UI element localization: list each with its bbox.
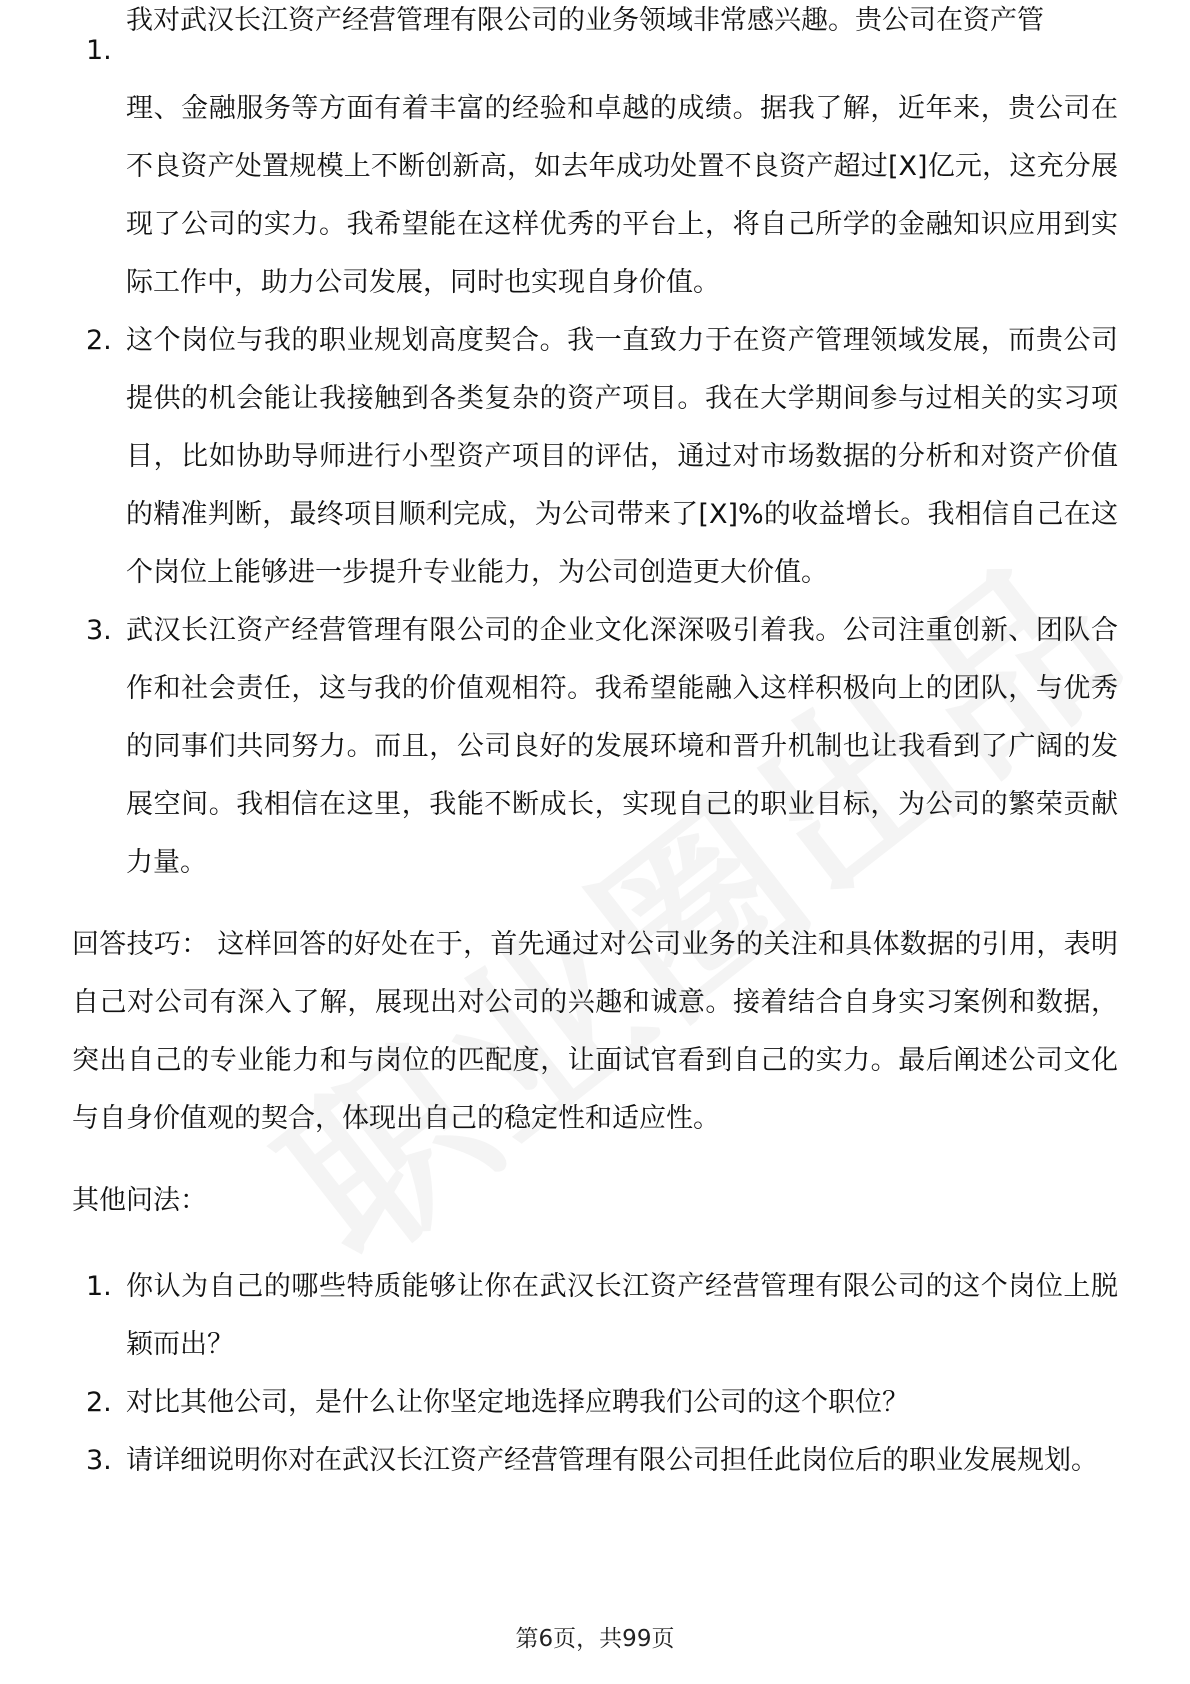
list-item-text: 对比其他公司，是什么让你坚定地选择应聘我们公司的这个职位？ [126, 1387, 909, 1418]
list-item-text: 你认为自己的哪些特质能够让你在武汉长江资产经营管理有限公司的这个岗位上脱颖而出？ [126, 1271, 1118, 1360]
list-number: 2. [86, 325, 112, 356]
list-item [72, 5, 1118, 312]
list-number: 1. [86, 35, 112, 66]
clipped-line [126, 5, 1118, 108]
other-questions-list [72, 1258, 1118, 1490]
list-item [72, 1432, 1118, 1490]
list-item [72, 312, 1118, 602]
clipped-line-text: 我对武汉长江资产经营管理有限公司的业务领域非常感兴趣。贵公司在资产管 [126, 5, 1044, 36]
page-footer: 第6页，共99页 [515, 1626, 675, 1652]
list-number: 1. [86, 1271, 112, 1302]
answer-list [72, 5, 1118, 892]
other-questions-title: 其他问法： [72, 1185, 207, 1216]
answer-tips: 回答技巧： 这样回答的好处在于，首先通过对公司业务的关注和具体数据的引用，表明自己对公司有深入了解，展现出对公司的兴趣和诚意。接着结合自身实习案例和数据，突出自己的专业能力和与岗位的匹配度，让面试官看到自己的实力。最后阐述公司文化与自身价值观的契合，体现出自己的稳定性和适应性。 [72, 929, 1118, 1134]
list-number: 3. [86, 615, 112, 646]
list-item-text: 这个岗位与我的职业规划高度契合。我一直致力于在资产管理领域发展，而贵公司提供的机会能让我接触到各类复杂的资产项目。我在大学期间参与过相关的实习项目，比如协助导师进行小型资产项目的评估，通过对市场数据的分析和对资产价值的精准判断，最终项目顺利完成，为公司带来了[X]%的收益增长。我相信自己在这个岗位上能够进一步提升专业能力，为公司创造更大价值。 [126, 325, 1118, 588]
list-number: 2. [86, 1387, 112, 1418]
list-item-text: 武汉长江资产经营管理有限公司的企业文化深深吸引着我。公司注重创新、团队合作和社会责任，这与我的价值观相符。我希望能融入这样积极向上的团队，与优秀的同事们共同努力。而且，公司良好的发展环境和晋升机制也让我看到了广阔的发展空间。我相信在这里，我能不断成长，实现自己的职业目标，为公司的繁荣贡献力量。 [126, 615, 1118, 878]
list-item-text: 理、金融服务等方面有着丰富的经验和卓越的成绩。据我了解，近年来，贵公司在不良资产处置规模上不断创新高，如去年成功处置不良资产超过[X]亿元，这充分展现了公司的实力。我希望能在这样优秀的平台上，将自己所学的金融知识应用到实际工作中，助力公司发展，同时也实现自身价值。 [126, 93, 1118, 298]
list-item [72, 1374, 1118, 1432]
list-item-text: 请详细说明你对在武汉长江资产经营管理有限公司担任此岗位后的职业发展规划。 [126, 1445, 1098, 1476]
page-content [72, 5, 1118, 1490]
list-item [72, 602, 1118, 892]
list-item [72, 1258, 1118, 1374]
list-number: 3. [86, 1445, 112, 1476]
